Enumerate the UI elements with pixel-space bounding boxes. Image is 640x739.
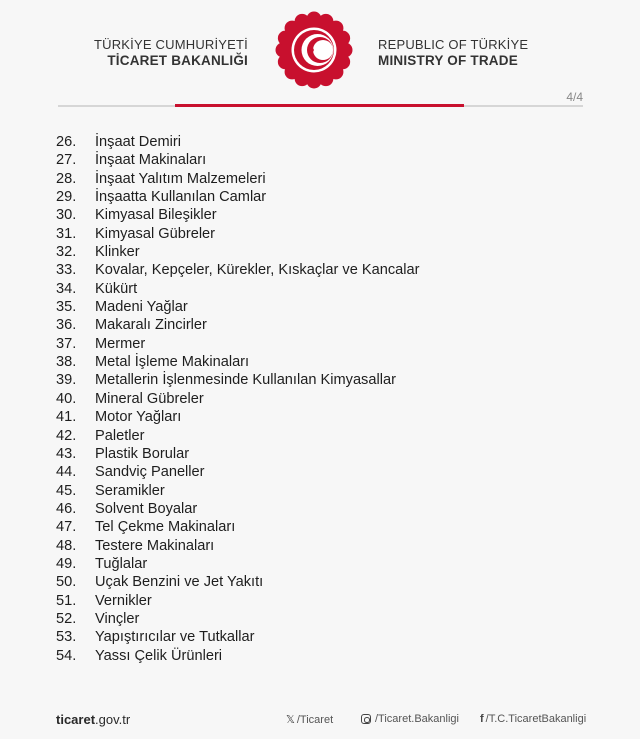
list-item-number: 49.: [56, 555, 77, 572]
list-item-number: 51.: [56, 592, 77, 609]
x-social-link[interactable]: [286, 713, 333, 726]
list-item-number: 37.: [56, 335, 77, 352]
list-item-text: Kovalar, Kepçeler, Kürekler, Kıskaçlar ve Kancalar: [95, 262, 420, 279]
list-item: [56, 518, 419, 536]
list-item-number: 52.: [56, 610, 77, 627]
list-item-number: 32.: [56, 244, 77, 261]
header-divider-accent: [175, 104, 464, 107]
list-item-text: Klinker: [95, 244, 140, 261]
list-item-text: Yassı Çelik Ürünleri: [95, 647, 223, 664]
list-item-text: Uçak Benzini ve Jet Yakıtı: [95, 574, 264, 591]
list-item-text: Mineral Gübreler: [95, 390, 204, 407]
header-country-en: REPUBLIC OF TÜRKİYE: [378, 37, 529, 52]
list-item-text: Paletler: [95, 427, 145, 444]
facebook-handle: /T.C.TicaretBakanligi: [485, 713, 587, 725]
list-item: [56, 280, 419, 298]
list-item-text: İnşaat Yalıtım Malzemeleri: [95, 170, 266, 187]
list-item-number: 54.: [56, 647, 77, 664]
list-item: [56, 610, 419, 628]
list-item: [56, 298, 419, 316]
list-item: [56, 500, 419, 518]
list-item-text: İnşaatta Kullanılan Camlar: [95, 189, 267, 206]
list-item-number: 35.: [56, 299, 77, 316]
facebook-icon: f: [480, 713, 484, 725]
list-item-number: 26.: [56, 134, 77, 150]
list-item-text: Plastik Borular: [95, 445, 190, 462]
list-item-number: 46.: [56, 500, 77, 517]
list-item-text: Vinçler: [95, 610, 140, 627]
list-item-text: Solvent Boyalar: [95, 500, 198, 517]
x-handle: /Ticaret: [296, 713, 334, 726]
list-item-number: 41.: [56, 409, 77, 426]
list-item-number: 43.: [56, 445, 77, 462]
list-item-text: Kimyasal Bileşikler: [95, 207, 217, 224]
website-link[interactable]: [56, 712, 130, 727]
list-item-text: Kimyasal Gübreler: [95, 225, 216, 242]
list-item-number: 27.: [56, 152, 77, 169]
list-item-number: 38.: [56, 354, 77, 371]
list-item-text: Metal İşleme Makinaları: [95, 354, 250, 371]
list-item-number: 47.: [56, 519, 77, 536]
list-item-number: 53.: [56, 629, 77, 646]
list-item-number: 30.: [56, 207, 77, 224]
product-list: [56, 133, 419, 665]
header-title-turkish: [94, 37, 248, 69]
x-icon: 𝕏: [286, 714, 295, 726]
list-item-number: 31.: [56, 225, 77, 242]
list-item: [56, 243, 419, 261]
list-item-text: Madeni Yağlar: [95, 299, 188, 316]
list-item: [56, 170, 419, 188]
list-item-text: Tel Çekme Makinaları: [95, 519, 236, 536]
list-item-text: Metallerin İşlenmesinde Kullanılan Kimyasallar: [95, 372, 396, 389]
list-item-text: Sandviç Paneller: [95, 464, 205, 481]
list-item: [56, 592, 419, 610]
list-item: [56, 463, 419, 481]
list-item: [56, 482, 419, 500]
page-footer: [0, 706, 640, 730]
header-title-english: [378, 37, 528, 69]
list-item: [56, 573, 419, 591]
header-country-tr: TÜRKİYE CUMHURİYETİ: [93, 37, 248, 52]
list-item-text: Mermer: [95, 335, 146, 352]
list-item-text: Yapıştırıcılar ve Tutkallar: [95, 629, 255, 646]
ministry-seal-icon: [275, 11, 353, 89]
page-header: [0, 0, 640, 96]
list-item-number: 50.: [56, 574, 77, 591]
instagram-icon: [361, 714, 371, 724]
header-ministry-en: MINISTRY OF TRADE: [378, 53, 518, 68]
list-item-text: Tuğlalar: [95, 555, 148, 572]
list-item-number: 29.: [56, 189, 77, 206]
list-item: [56, 427, 419, 445]
website-domain-bold: ticaret: [56, 712, 96, 727]
list-item: [56, 151, 419, 169]
page-indicator: 4/4: [566, 90, 583, 104]
list-item: [56, 390, 419, 408]
list-item-number: 40.: [56, 390, 77, 407]
list-item: [56, 261, 419, 279]
list-item-text: Seramikler: [95, 482, 165, 499]
list-item: [56, 647, 419, 665]
list-item: [56, 445, 419, 463]
facebook-social-link[interactable]: [480, 713, 586, 725]
list-item: [56, 371, 419, 389]
list-item-text: Testere Makinaları: [95, 537, 215, 554]
list-item: [56, 628, 419, 646]
list-item-number: 45.: [56, 482, 77, 499]
list-item: [56, 225, 419, 243]
list-item: [56, 206, 419, 224]
instagram-handle: /Ticaret.Bakanligi: [375, 713, 459, 725]
list-item-number: 42.: [56, 427, 77, 444]
website-domain-rest: .gov.tr: [95, 712, 131, 727]
list-item: [56, 133, 419, 151]
list-item: [56, 335, 419, 353]
list-item-number: 48.: [56, 537, 77, 554]
list-item: [56, 555, 419, 573]
list-item-number: 33.: [56, 262, 77, 279]
list-item: [56, 316, 419, 334]
instagram-social-link[interactable]: [361, 713, 459, 725]
list-item-text: Kükürt: [95, 280, 138, 297]
list-item: [56, 353, 419, 371]
header-ministry-tr: TİCARET BAKANLIĞI: [107, 53, 248, 68]
list-item-number: 34.: [56, 280, 77, 297]
list-item: [56, 537, 419, 555]
list-item: [56, 408, 419, 426]
list-item: [56, 188, 419, 206]
list-item-text: İnşaat Demiri: [95, 134, 181, 150]
list-item-text: Motor Yağları: [95, 409, 182, 426]
list-item-text: İnşaat Makinaları: [95, 152, 207, 169]
list-item-text: Vernikler: [95, 592, 152, 609]
list-item-number: 39.: [56, 372, 77, 389]
list-item-number: 28.: [56, 170, 77, 187]
list-item-number: 36.: [56, 317, 77, 334]
list-item-text: Makaralı Zincirler: [95, 317, 207, 334]
list-item-number: 44.: [56, 464, 77, 481]
